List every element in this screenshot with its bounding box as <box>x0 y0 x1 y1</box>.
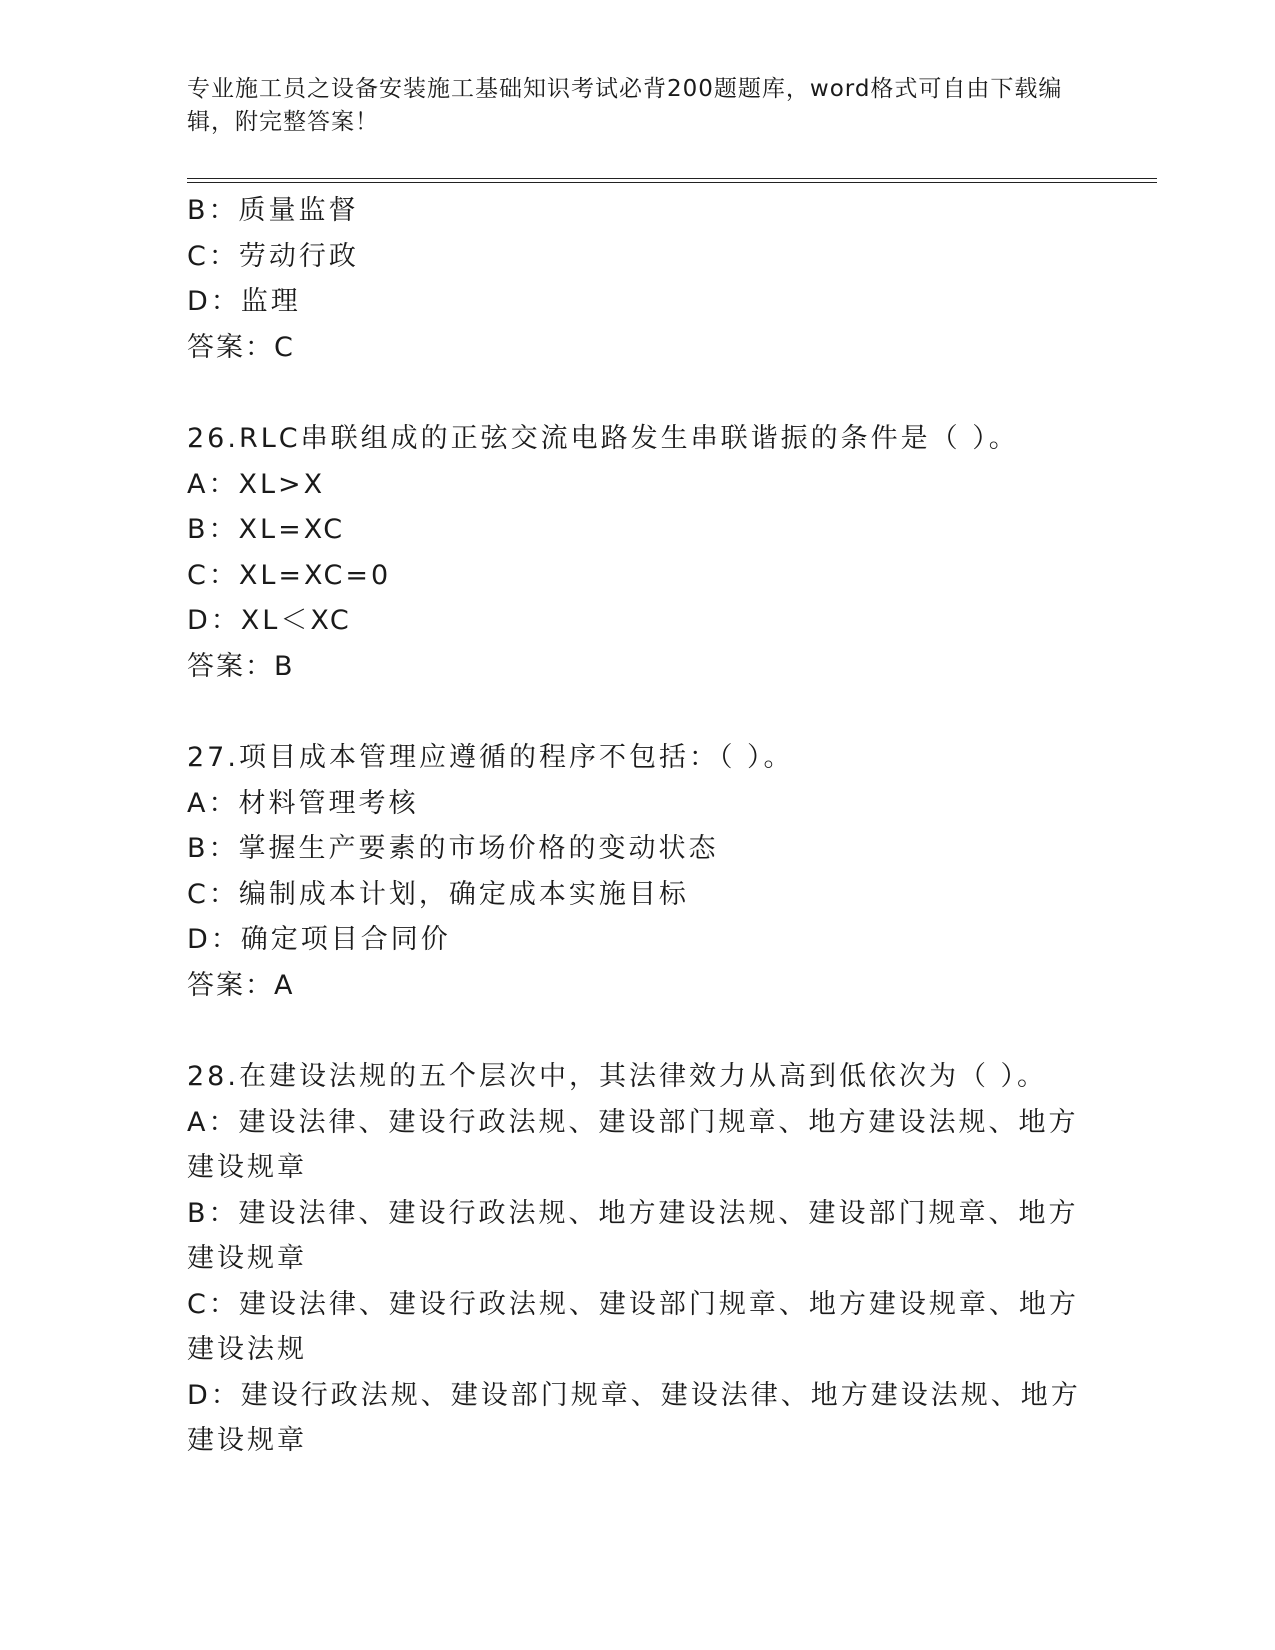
answer-label: 答案： <box>187 331 274 363</box>
header-divider <box>187 178 1157 183</box>
option-text: XL=XC=0 <box>238 559 392 591</box>
question-number: 26. <box>187 423 239 454</box>
question-27 <box>187 735 1087 1008</box>
option-b: B：掌握生产要素的市场价格的变动状态 <box>187 833 719 864</box>
option-text: XL＜XC <box>240 605 352 636</box>
option-text: 建设法律、建设行政法规、建设部门规章、地方建设法规、地方建设规章 <box>187 1106 1079 1183</box>
option-d: D：建设行政法规、建设部门规章、建设法律、地方建设法规、地方建设规章 <box>187 1379 1081 1456</box>
option-a: A：建设法律、建设行政法规、建设部门规章、地方建设法规、地方建设规章 <box>187 1106 1079 1183</box>
question-text: 项目成本管理应遵循的程序不包括：（ ）。 <box>238 742 794 773</box>
option-c: C：建设法律、建设行政法规、建设部门规章、地方建设规章、地方建设法规 <box>187 1288 1079 1365</box>
option-b: B：质量监督 <box>187 195 359 226</box>
spacer <box>187 689 1087 735</box>
answer-line <box>187 963 1087 1009</box>
question-26 <box>187 416 1087 689</box>
option-letter: B <box>187 1197 209 1229</box>
option-letter: B <box>187 195 209 226</box>
answer-label: 答案： <box>187 969 274 1001</box>
option-letter: C <box>187 878 209 910</box>
question-text: RLC串联组成的正弦交流电路发生串联谐振的条件是（ ）。 <box>238 423 1019 454</box>
option-d: D：监理 <box>187 286 301 317</box>
question-number: 28. <box>187 1061 239 1092</box>
option-letter: B <box>187 514 209 545</box>
question-28 <box>187 1054 1087 1464</box>
answer-label: 答案： <box>187 650 274 682</box>
option-letter: C <box>187 1288 209 1320</box>
option-c: C：XL=XC=0 <box>187 559 392 591</box>
option-letter: B <box>187 833 209 864</box>
option-b: B：XL=XC <box>187 514 346 545</box>
option-letter: D <box>187 924 211 955</box>
page-header-title: 专业施工员之设备安装施工基础知识考试必背200题题库，word格式可自由下载编辑，附完整答案！ <box>187 76 1063 135</box>
answer-value: A <box>274 969 295 1001</box>
option-text: XL>X <box>238 468 326 500</box>
question-list <box>187 188 1087 1464</box>
option-text: 监理 <box>240 286 301 317</box>
option-letter: C <box>187 240 209 272</box>
answer-value: B <box>274 650 295 682</box>
option-letter: C <box>187 559 209 591</box>
option-b: B：建设法律、建设行政法规、地方建设法规、建设部门规章、地方建设规章 <box>187 1197 1079 1274</box>
answer-line <box>187 325 1087 371</box>
option-text: 确定项目合同价 <box>240 924 451 955</box>
option-d: D：XL＜XC <box>187 605 352 636</box>
option-d: D：确定项目合同价 <box>187 924 451 955</box>
question-number: 27. <box>187 742 239 773</box>
option-c: C：劳动行政 <box>187 240 359 272</box>
option-text: 建设行政法规、建设部门规章、建设法律、地方建设法规、地方建设规章 <box>187 1379 1081 1456</box>
question-stem <box>187 416 1087 462</box>
option-letter: D <box>187 286 211 317</box>
option-text: 劳动行政 <box>238 240 359 272</box>
option-letter: D <box>187 1379 211 1411</box>
question-text: 在建设法规的五个层次中，其法律效力从高到低依次为（ ）。 <box>238 1061 1048 1092</box>
option-a: A：材料管理考核 <box>187 787 419 819</box>
option-text: 编制成本计划，确定成本实施目标 <box>238 878 689 910</box>
option-c: C：编制成本计划，确定成本实施目标 <box>187 878 689 910</box>
spacer <box>187 370 1087 416</box>
option-letter: A <box>187 468 209 500</box>
answer-line <box>187 644 1087 690</box>
option-text: XL=XC <box>238 514 346 545</box>
option-letter: A <box>187 787 209 819</box>
answer-value: C <box>274 331 295 363</box>
option-letter: A <box>187 1106 209 1138</box>
option-text: 掌握生产要素的市场价格的变动状态 <box>238 833 719 864</box>
option-text: 材料管理考核 <box>238 787 419 819</box>
option-a: A：XL>X <box>187 468 326 500</box>
option-text: 建设法律、建设行政法规、地方建设法规、建设部门规章、地方建设规章 <box>187 1197 1079 1274</box>
question-stem <box>187 735 1087 781</box>
option-letter: D <box>187 605 211 636</box>
question-stem <box>187 1054 1087 1100</box>
option-text: 质量监督 <box>238 195 359 226</box>
spacer <box>187 1008 1087 1054</box>
question-carryover <box>187 188 1087 370</box>
option-text: 建设法律、建设行政法规、建设部门规章、地方建设规章、地方建设法规 <box>187 1288 1079 1365</box>
